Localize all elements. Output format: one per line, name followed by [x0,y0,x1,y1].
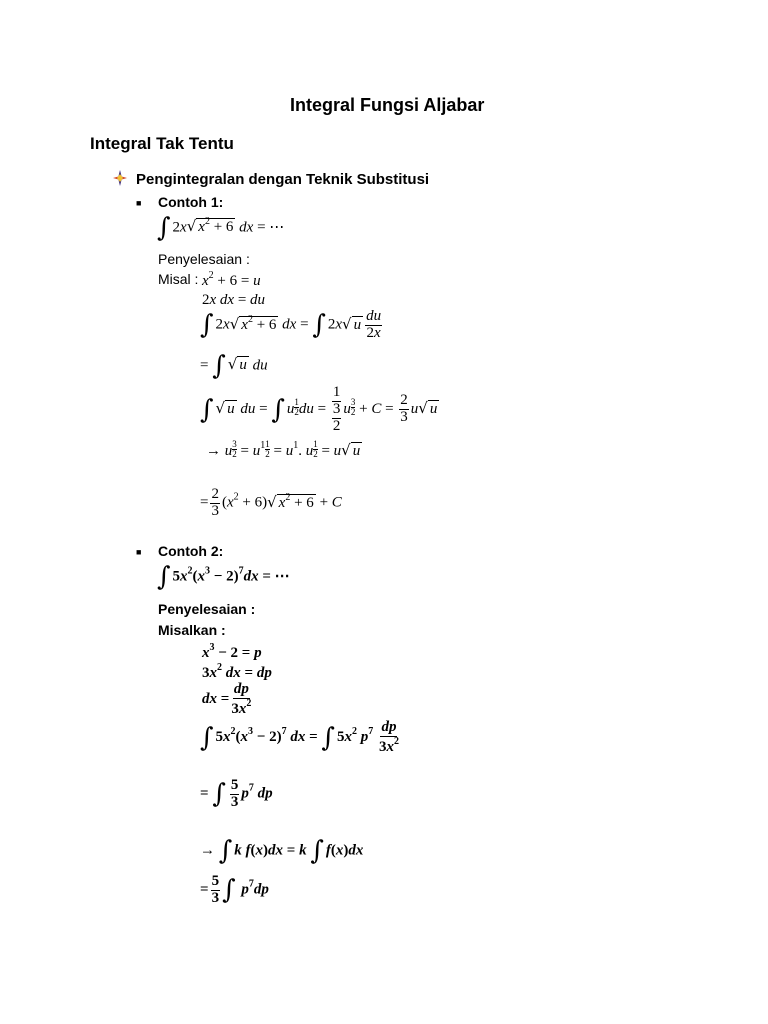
example2-differential: $3x^2$ dx = dp [202,662,272,681]
example1-step-sqrt: = ∫ √ u du [200,351,268,381]
example2-solution-label: Penyelesaian : [158,601,256,617]
example1-label: Contoh 1: [158,194,224,210]
example2-sub-def: $x^3 - 2 = p$ [202,642,262,661]
example1-step-power: ∫ √ u du = ∫ u $\frac{1}{2}$ du = $\frac{1}{\frac{3}{2}}$ u $\frac{3}{2}$ + C = $\frac{2}{3}$ u√ u [200,384,438,434]
example2-step-substitute: ∫ $5x^2(x^3 - 2)^7$ dx = ∫ $5x^2$ $p^7$ $\frac{dp}{3x^2}$ [200,719,399,755]
example2-misal-label: Misalkan : [158,622,226,638]
square-bullet-icon: ■ [136,198,142,208]
example2-label: Contoh 2: [158,543,224,559]
diamond-bullet-icon [113,170,127,191]
example2-step-factor: = $\frac{5}{3}$ ∫ $p^7dp$ [200,873,269,906]
example1-step-substitute: ∫ 2x√ $x^2 + 6$ dx = ∫ 2x√ u $\frac{du}{2x}$ [200,308,382,341]
example1-differential: 2x dx = du [202,292,266,308]
square-bullet-icon: ■ [136,547,142,557]
example1-sub-def: $x^2 + 6 = u$ [202,270,261,289]
example2-problem: ∫ $5x^2(x^3 - 2)^7dx$ = ⋯ [157,562,290,592]
example1-result: = $\frac{2}{3}$ $(x^2 + 6)√$ $x^2 + 6 + C$ [200,486,342,519]
example1-solution-label: Penyelesaian : [158,251,250,267]
example2-step-rule: → ∫ k f(x)dx = k ∫ f(x)dx [200,836,364,866]
example1-misal-label: Misal : [158,271,199,287]
example2-step-simplify: = ∫ $\frac{5}{3}$ $p^7$ dp [200,777,273,810]
example1-step-note: → u $\frac{3}{2}$ = $u^1$ $\frac{1}{2}$ = $u^1$. u $\frac{1}{2}$ = u√ u [206,439,361,459]
subsection-heading: Pengintegralan dengan Teknik Substitusi [136,171,430,188]
section-heading: Integral Tak Tentu [90,134,234,153]
example2-dx: dx = $\frac{dp}{3x^2}$ [202,681,252,717]
page-title: Integral Fungsi Aljabar [290,95,485,115]
example1-problem: ∫ 2x√ $x^2 + 6$ dx = ⋯ [157,213,285,243]
